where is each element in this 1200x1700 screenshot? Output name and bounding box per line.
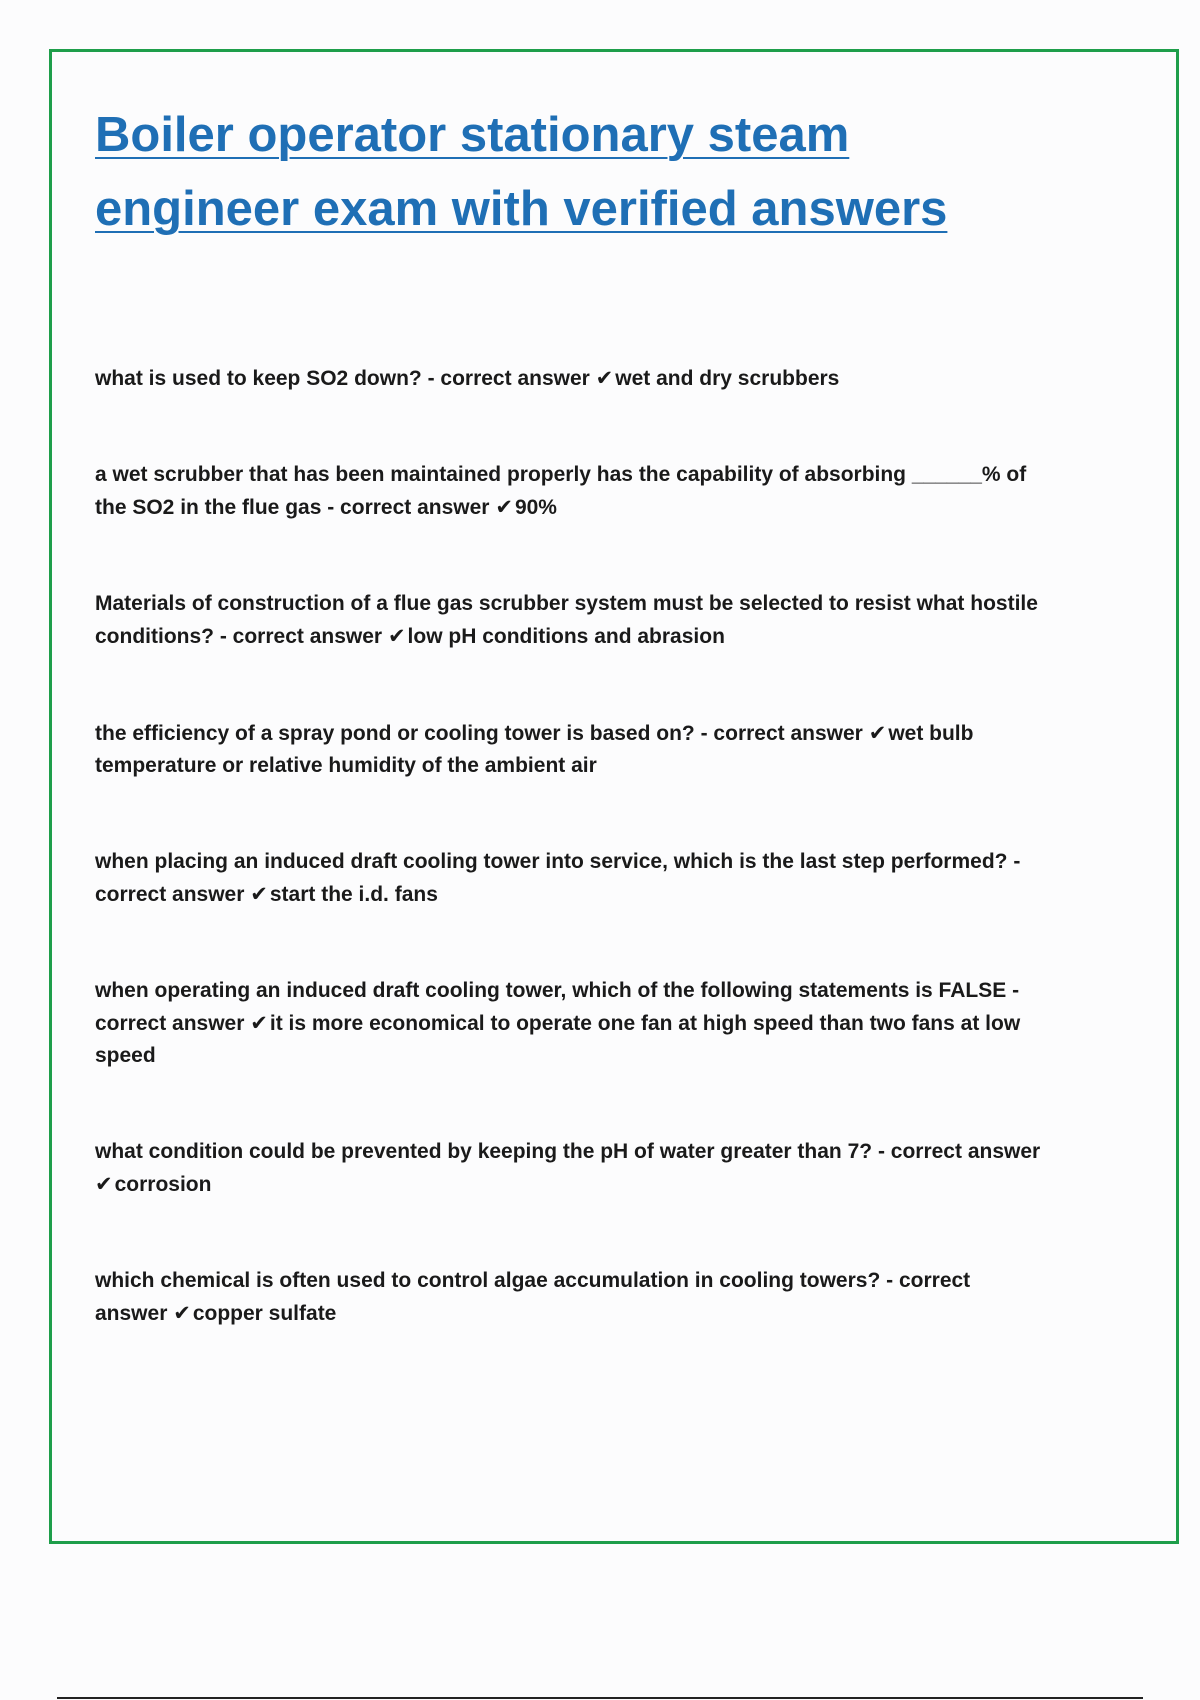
question-text: what condition could be prevented by keeping the pH of water greater than 7? (95, 1140, 873, 1163)
answer-marker: - correct answer (327, 496, 490, 519)
question-text: when operating an induced draft cooling tower, which of the following statements is FALSE (95, 979, 1007, 1002)
question-text: the efficiency of a spray pond or cooling tower is based on? (95, 722, 695, 745)
question-text: which chemical is often used to control algae accumulation in cooling towers? (95, 1269, 881, 1292)
answer-text: corrosion (114, 1173, 212, 1196)
answer-text: copper sulfate (192, 1302, 337, 1325)
qa-item (95, 846, 1045, 911)
qa-item (95, 588, 1045, 653)
answer-text: wet and dry scrubbers (615, 367, 840, 390)
qa-item (95, 1265, 1045, 1330)
answer-marker: - correct answer (219, 625, 383, 648)
question-text: when placing an induced draft cooling tower into service, which is the last step performed? (95, 850, 1008, 873)
answer-text: it is more economical to operate one fan at high speed than two fans at low speed (95, 1012, 1021, 1067)
answer-marker: - correct answer (95, 979, 1020, 1035)
answer-marker: - correct answer (877, 1140, 1041, 1163)
footer-rule (57, 1697, 1143, 1699)
check-mark-icon: ✔ (250, 882, 268, 906)
answer-marker: - correct answer (95, 850, 1021, 906)
check-mark-icon: ✔ (387, 624, 406, 648)
document-title: Boiler operator stationary steam engineer exam with verified answers (95, 108, 948, 236)
question-text: a wet scrubber that has been maintained properly has the capability of absorbing ______% of the SO2 in the flue gas (95, 463, 1027, 519)
answer-text: 90% (514, 496, 557, 519)
answer-text: low pH conditions and abrasion (407, 625, 725, 648)
qa-item (95, 717, 1045, 782)
answer-marker: - correct answer (95, 1269, 971, 1325)
qa-item (95, 1136, 1045, 1201)
check-mark-icon: ✔ (173, 1301, 191, 1325)
qa-item (95, 459, 1045, 524)
check-mark-icon: ✔ (595, 366, 614, 390)
check-mark-icon: ✔ (495, 495, 513, 519)
qa-list (95, 362, 1045, 1330)
answer-marker: - correct answer (700, 722, 863, 745)
check-mark-icon: ✔ (250, 1011, 268, 1035)
answer-text: start the i.d. fans (269, 883, 438, 906)
answer-text: wet bulb temperature or relative humidity of the ambient air (95, 722, 974, 777)
check-mark-icon: ✔ (95, 1172, 113, 1196)
qa-item (95, 362, 1045, 395)
check-mark-icon: ✔ (868, 721, 887, 745)
question-text: what is used to keep SO2 down? (95, 367, 422, 390)
question-text: Materials of construction of a flue gas scrubber system must be selected to resist what hostile conditions? (95, 592, 1038, 648)
answer-marker: - correct answer (427, 367, 590, 390)
qa-item (95, 975, 1045, 1072)
